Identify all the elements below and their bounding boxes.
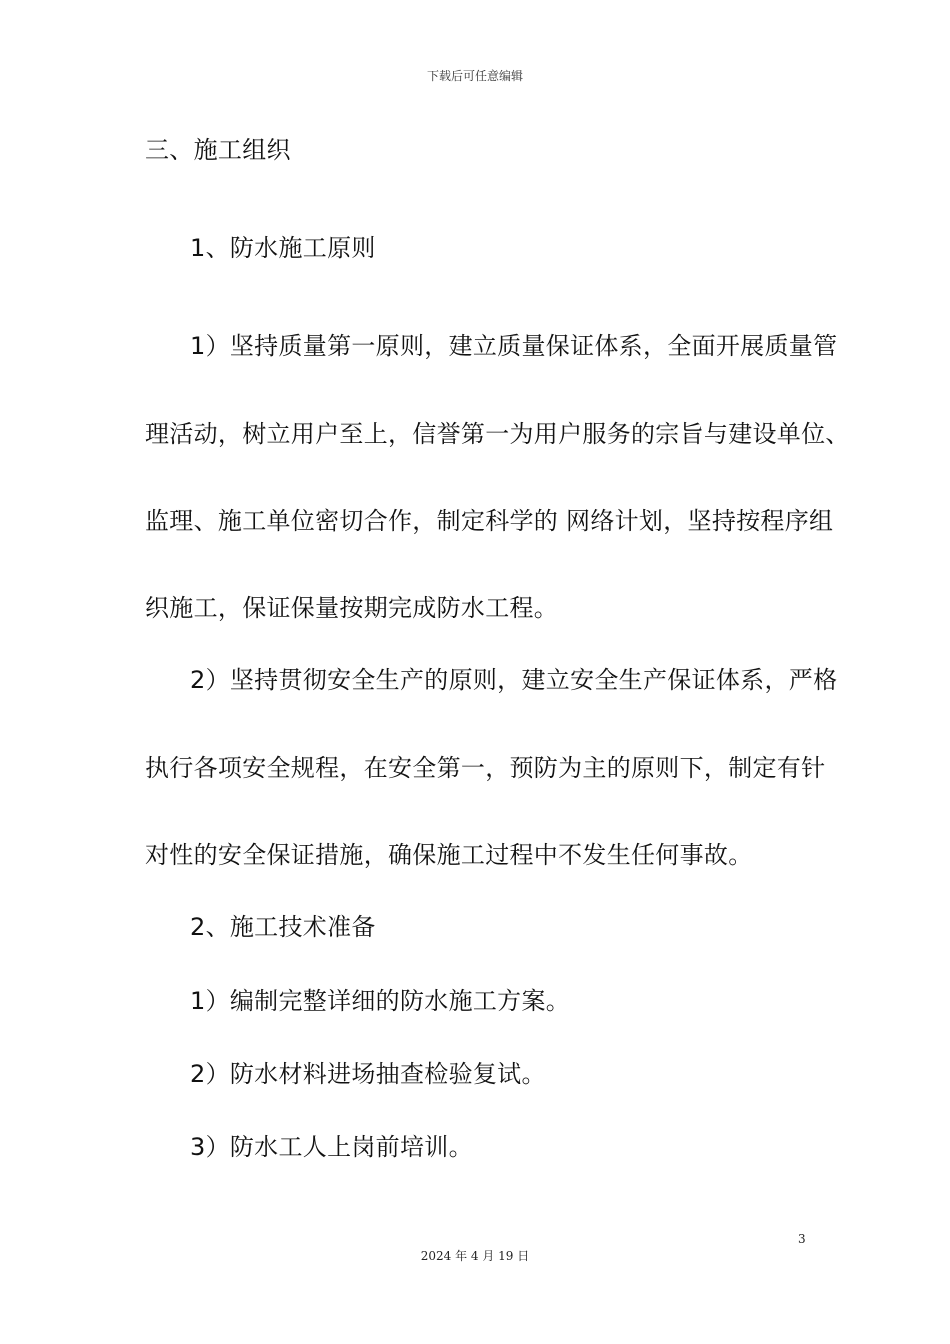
list-item: 2）防水材料进场抽查检验复试。	[190, 1060, 546, 1088]
paragraph-quality-line-1: 1）坚持质量第一原则，建立质量保证体系，全面开展质量管	[190, 332, 838, 360]
section-title: 三、施工组织	[145, 136, 291, 164]
paragraph-quality-line-3: 监理、施工单位密切合作，制定科学的 网络计划，坚持按程序组	[145, 507, 834, 535]
subsection-title-principles: 1、防水施工原则	[190, 234, 376, 262]
paragraph-safety-line-3: 对性的安全保证措施，确保施工过程中不发生任何事故。	[145, 841, 753, 869]
subsection-title-technical-preparation: 2、施工技术准备	[190, 913, 376, 941]
header-note: 下载后可任意编辑	[426, 69, 523, 83]
paragraph-safety-line-2: 执行各项安全规程，在安全第一，预防为主的原则下，制定有针	[145, 754, 826, 782]
paragraph-safety-line-1: 2）坚持贯彻安全生产的原则，建立安全生产保证体系，严格	[190, 666, 838, 694]
paragraph-quality-line-4: 织施工，保证保量按期完成防水工程。	[145, 594, 559, 622]
page-number: 3	[798, 1232, 806, 1246]
list-item: 1）编制完整详细的防水施工方案。	[190, 987, 571, 1015]
footer-date: 2024 年 4 月 19 日	[420, 1249, 530, 1263]
list-item: 3）防水工人上岗前培训。	[190, 1133, 473, 1161]
paragraph-quality-line-2: 理活动，树立用户至上，信誉第一为用户服务的宗旨与建设单位、	[145, 420, 850, 448]
